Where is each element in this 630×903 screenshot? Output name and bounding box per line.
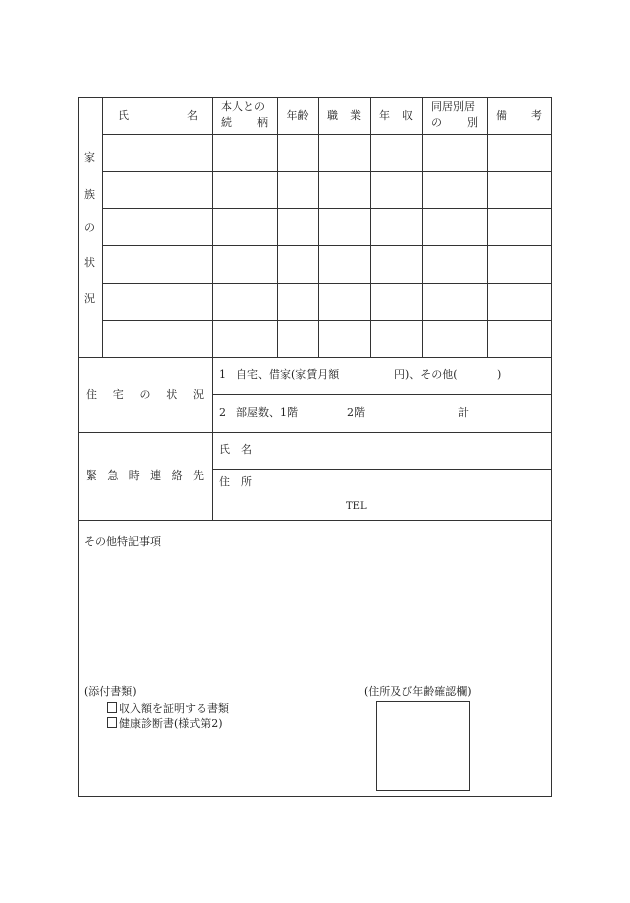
header-income xyxy=(379,110,413,123)
housing-label-char: 住 xyxy=(86,388,97,401)
housing-label-char: 況 xyxy=(193,388,204,401)
header-remarks-char: 考 xyxy=(531,109,542,122)
housing-line1-num: 1 xyxy=(219,368,226,381)
family-row-1[interactable] xyxy=(103,135,551,171)
header-income-char: 年 xyxy=(379,109,390,122)
header-remarks-char: 備 xyxy=(496,109,507,122)
family-side-char: 況 xyxy=(84,292,95,305)
header-cohabit-char: 別 xyxy=(467,116,478,129)
housing-label xyxy=(86,389,204,402)
emergency-name-char: 名 xyxy=(241,443,252,456)
housing-line2-text-b: 2階 xyxy=(347,406,365,419)
attachment-label: 収入額を証明する書類 xyxy=(119,702,229,715)
housing-line2-text-a: 部屋数、1階 xyxy=(236,406,298,419)
emergency-name-char: 氏 xyxy=(219,443,230,456)
header-relation-char: 柄 xyxy=(257,116,268,129)
family-row-2[interactable] xyxy=(103,172,551,208)
emergency-label-char: 先 xyxy=(192,469,204,482)
header-name-char: 氏 xyxy=(118,109,129,122)
header-job-char: 業 xyxy=(350,109,361,122)
family-side-char: の xyxy=(84,221,95,234)
notes-title: その他特記事項 xyxy=(84,535,161,548)
attachment-item[interactable] xyxy=(107,702,229,716)
header-age: 年齢 xyxy=(286,109,309,122)
family-row-5[interactable] xyxy=(103,284,551,320)
attachment-item[interactable] xyxy=(107,717,223,731)
header-cohabit-line1: 同居別居 xyxy=(431,100,475,113)
emergency-label-char: 連 xyxy=(150,469,162,482)
attachment-label: 健康診断書(様式第2) xyxy=(119,717,223,730)
emergency-address-char: 住 xyxy=(219,475,230,488)
housing-line2-num: 2 xyxy=(219,406,226,419)
emergency-label-char: 絡 xyxy=(171,469,183,482)
family-side-char: 状 xyxy=(84,256,95,269)
emergency-label-char: 時 xyxy=(128,469,140,482)
family-row-6[interactable] xyxy=(103,321,551,357)
emergency-tel-label: TEL xyxy=(346,501,367,512)
family-row-4[interactable] xyxy=(103,246,551,283)
housing-label-char: の xyxy=(139,388,151,401)
emergency-label-char: 急 xyxy=(107,469,119,482)
header-relation-line2 xyxy=(221,117,268,130)
emergency-label-char: 緊 xyxy=(86,469,97,482)
header-remarks xyxy=(496,110,542,123)
header-income-char: 収 xyxy=(402,109,413,122)
check-title: (住所及び年齢確認欄) xyxy=(364,685,472,698)
header-job xyxy=(327,110,361,123)
housing-label-char: 状 xyxy=(166,388,178,401)
header-cohabit-char: の xyxy=(431,116,442,129)
emergency-address-char: 所 xyxy=(241,475,252,488)
housing-line1-text-a: 自宅、借家(家賃月額 xyxy=(236,368,340,381)
check-box[interactable] xyxy=(376,701,470,791)
header-name xyxy=(118,110,198,123)
family-side-char: 家 xyxy=(84,151,95,164)
header-relation-char: 続 xyxy=(221,116,232,129)
notes-area[interactable] xyxy=(80,552,548,678)
attachments-title: (添付書類) xyxy=(84,685,137,698)
header-cohabit-line2 xyxy=(431,117,478,130)
header-job-char: 職 xyxy=(327,109,338,122)
family-side-char: 族 xyxy=(84,188,95,201)
emergency-label xyxy=(86,470,204,483)
checkbox-icon[interactable] xyxy=(107,702,117,713)
header-relation-line1: 本人との xyxy=(221,100,265,113)
housing-line2-text-c: 計 xyxy=(458,406,469,419)
housing-line1-text-c: ) xyxy=(497,368,502,381)
family-row-3[interactable] xyxy=(103,209,551,245)
housing-line1-text-b: 円)、その他( xyxy=(394,368,458,381)
header-name-char: 名 xyxy=(187,109,198,122)
checkbox-icon[interactable] xyxy=(107,717,117,728)
housing-label-char: 宅 xyxy=(112,388,124,401)
